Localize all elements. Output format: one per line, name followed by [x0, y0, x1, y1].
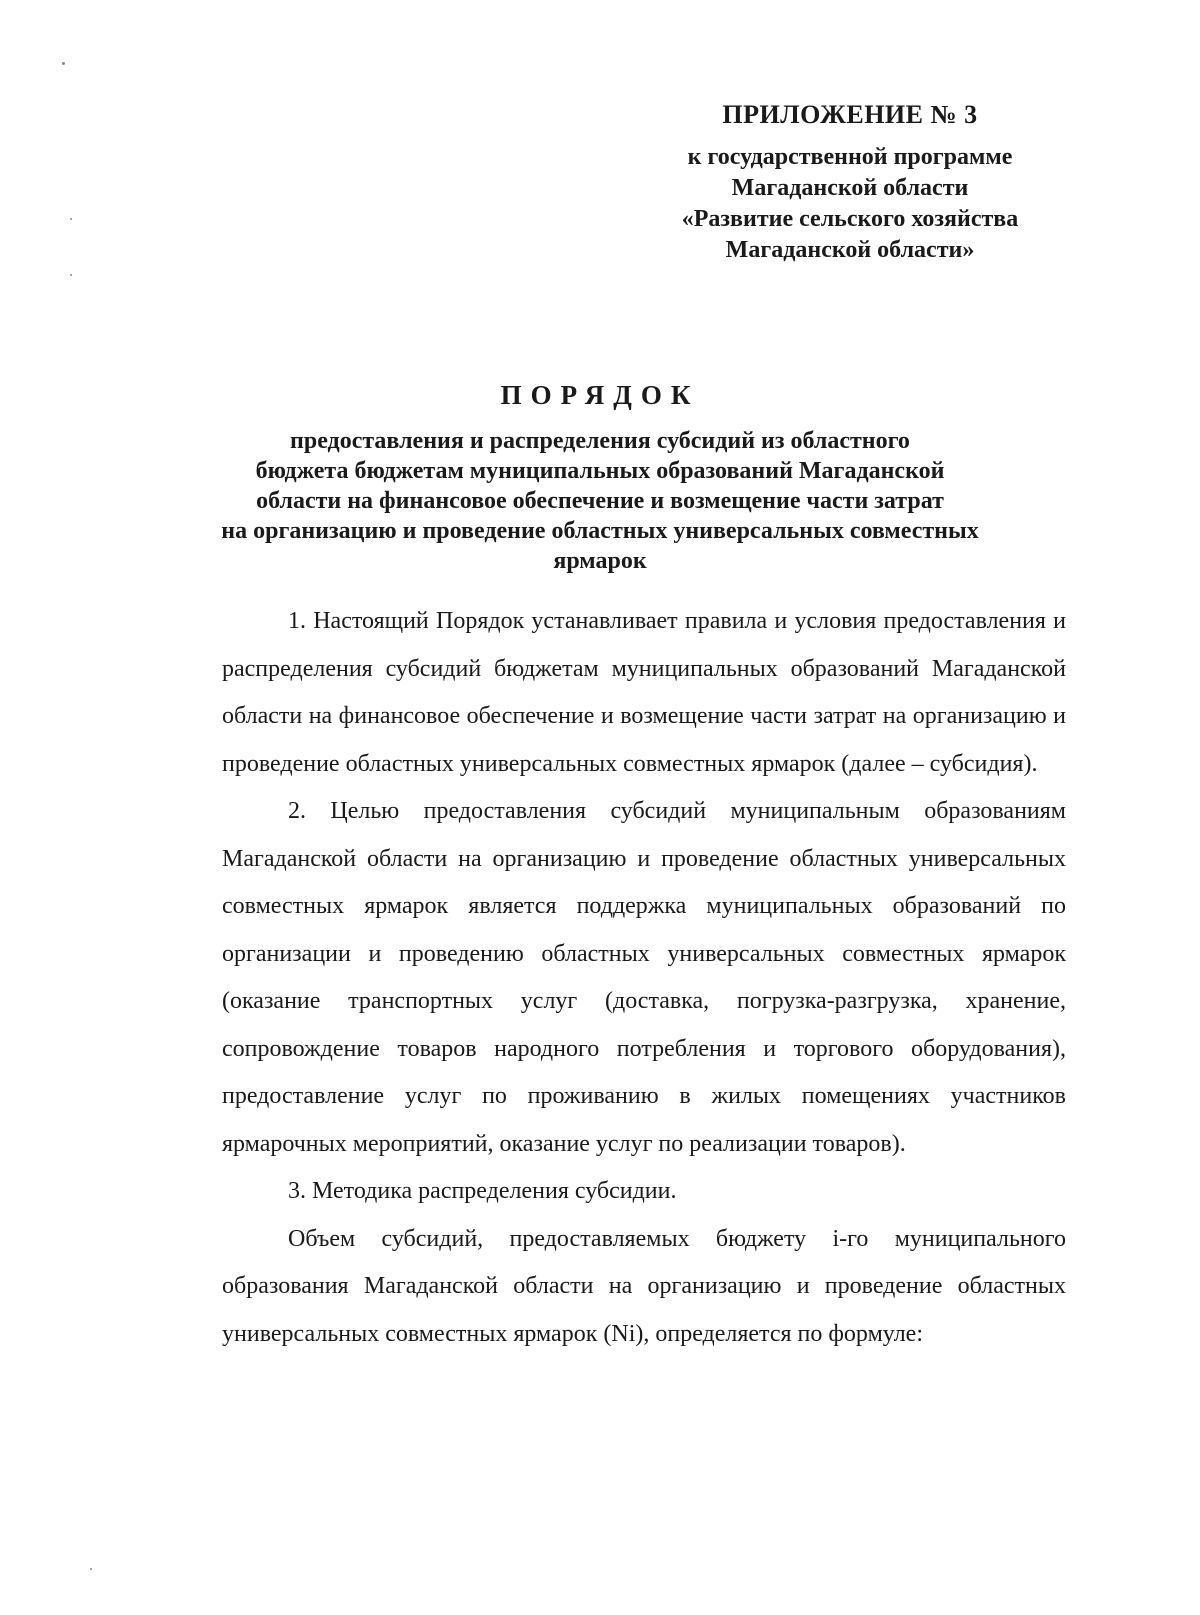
appendix-title: ПРИЛОЖЕНИЕ № 3	[722, 100, 978, 129]
document-title: ПОРЯДОК	[500, 380, 700, 410]
subtitle-line: области на финансовое обеспечение и возмещение части затрат	[256, 488, 944, 514]
document-body	[222, 598, 1066, 1358]
appendix-line: Магаданской области»	[725, 237, 975, 263]
scan-mark	[70, 218, 72, 220]
subtitle-line: на организацию и проведение областных универсальных совместных	[221, 518, 979, 544]
paragraph-3: 3. Методика распределения субсидии.	[288, 1178, 677, 1204]
paragraph-1: 1. Настоящий Порядок устанавливает правила и условия предоставления и распределения субсидий бюджетам муниципальных образований Магаданской области на финансовое обеспечение и возмещение части затрат на организацию и проведение областных универсальных совместных ярмарок (далее – субсидия).	[222, 608, 1066, 777]
subtitle-line: ярмарок	[553, 548, 647, 574]
scan-mark	[70, 274, 72, 276]
document-subtitle	[180, 426, 1020, 576]
appendix-line: Магаданской области	[731, 175, 969, 201]
subtitle-line: предоставления и распределения субсидий из областного	[290, 428, 910, 454]
appendix-line: к государственной программе	[687, 144, 1013, 170]
appendix-line: «Развитие сельского хозяйства	[681, 206, 1019, 232]
paragraph-4: Объем субсидий, предоставляемых бюджету i-го муниципального образования Магаданской области на организацию и проведение областных универсальных совместных ярмарок (Ni), определяется по формуле:	[222, 1225, 1066, 1347]
paragraph-2: 2. Целью предоставления субсидий муниципальным образованиям Магаданской области на организацию и проведение областных универсальных совместных ярмарок является поддержка муниципальных образований по организации и проведению областных универсальных совместных ярмарок (оказание транспортных услуг (доставка, погрузка-разгрузка, хранение, сопровождение товаров народного потребления и торгового оборудования), предоставление услуг по проживанию в жилых помещениях участников ярмарочных мероприятий, оказание услуг по реализации товаров).	[222, 798, 1066, 1157]
scan-mark	[90, 1568, 92, 1570]
subtitle-line: бюджета бюджетам муниципальных образований Магаданской	[255, 458, 945, 484]
scan-mark	[62, 62, 65, 65]
appendix-block	[640, 100, 1060, 266]
